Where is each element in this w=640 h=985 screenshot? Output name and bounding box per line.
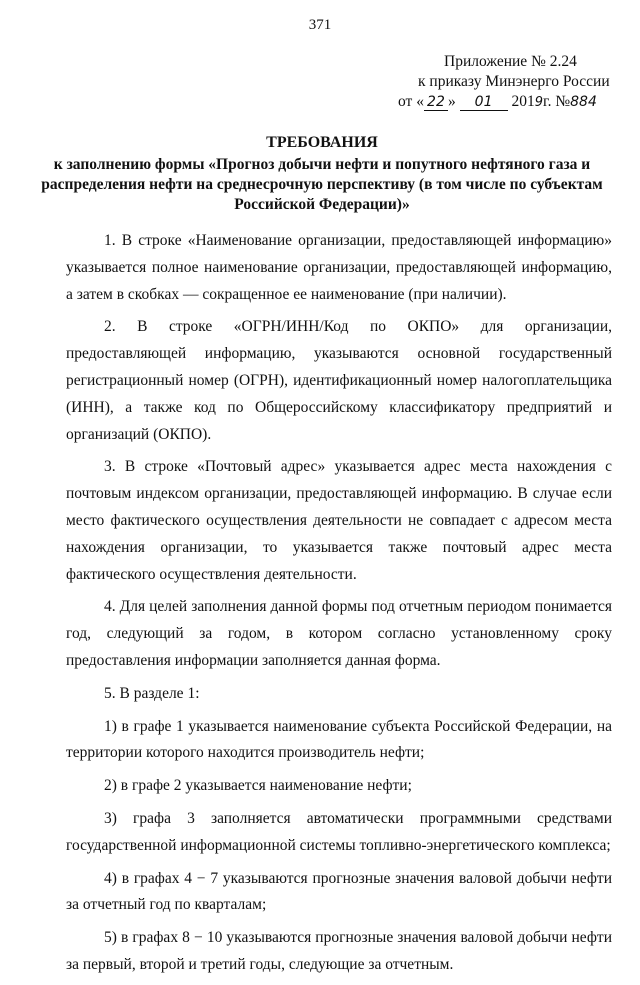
paragraph-5-item-3: 3) графа 3 заполняется автоматически программными средствами государственной информационной системы топливно-энергетического комплекса; [66, 809, 612, 854]
paragraph-5-item-4: 4) в графах 4 − 7 указываются прогнозные значения валовой добычи нефти за отчетный год по кварталам; [66, 869, 612, 914]
title-subtitle-line-2: распределения нефти на среднесрочную перспективу (в том числе по субъектам [41, 176, 603, 193]
year-prefix: 201 [507, 93, 535, 110]
appendix-order-date [398, 92, 618, 112]
title-main: ТРЕБОВАНИЯ [266, 134, 378, 151]
title-subtitle-line-3: Российской Федерации)» [234, 196, 410, 213]
document-body [66, 228, 612, 985]
appendix-header [398, 52, 618, 112]
date-prefix: от « [398, 93, 424, 110]
handwritten-month: 01 [460, 95, 508, 111]
appendix-order-ref: к приказу Минэнерго России [418, 73, 610, 90]
page-number: 371 [308, 17, 332, 33]
handwritten-year-digit: 9 [534, 95, 543, 110]
handwritten-day: 22 [424, 95, 448, 111]
year-suffix: г. № [542, 93, 571, 110]
paragraph-3: 3. В строке «Почтовый адрес» указывается адрес места нахождения с почтовым индексом организации, предоставляющей информацию. В случае если место фактического осуществления деятельности не совпадает с адресом места нахождения организации, то указывается также почтовый адрес места фактического осуществления деятельности. [66, 458, 612, 583]
paragraph-5-item-1: 1) в графе 1 указывается наименование субъекта Российской Федерации, на территории которого находится производитель нефти; [66, 717, 612, 762]
paragraph-1: 1. В строке «Наименование организации, предоставляющей информацию» указывается полное наименование организации, предоставляющей информацию, а затем в скобках — сокращенное ее наименование (при наличии). [66, 232, 612, 303]
paragraph-5: 5. В разделе 1: [104, 684, 200, 702]
date-mid: » [447, 93, 460, 110]
paragraph-5-item-5: 5) в графах 8 − 10 указываются прогнозные значения валовой добычи нефти за первый, второй и третий годы, следующие за отчетным. [66, 929, 612, 973]
handwritten-order-number: 884 [570, 94, 597, 110]
title-subtitle-line-1: к заполнению формы «Прогноз добычи нефти и попутного нефтяного газа и [53, 156, 591, 173]
paragraph-4: 4. Для целей заполнения данной формы под отчетным периодом понимается год, следующий за годом, в котором согласно установленному сроку предоставления информации заполняется данная форма. [66, 598, 612, 669]
appendix-title: Приложение № 2.24 [444, 53, 577, 70]
paragraph-5-item-2: 2) в графе 2 указывается наименование нефти; [104, 777, 412, 795]
paragraph-2: 2. В строке «ОГРН/ИНН/Код по ОКПО» для организации, предоставляющей информацию, указываются основной государственный регистрационный номер (ОГРН), идентификационный номер налогоплательщика (ИНН), а также код по Общероссийскому классификатору предприятий и организаций (ОКПО). [66, 318, 612, 443]
document-title [40, 133, 604, 215]
